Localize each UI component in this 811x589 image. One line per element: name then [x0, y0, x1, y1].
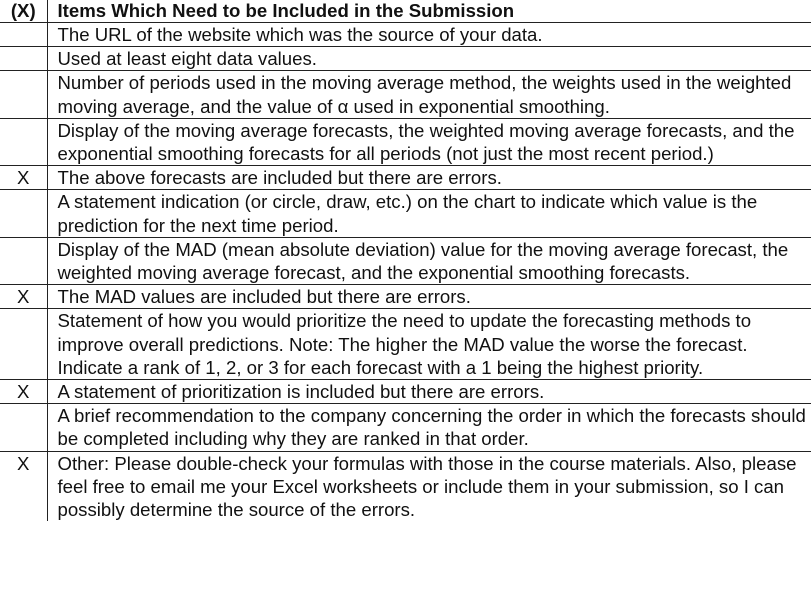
table-body: [0, 23, 811, 522]
row-mark: [0, 190, 47, 237]
table-row: [0, 118, 811, 165]
row-item: Other: Please double-check your formulas with those in the course materials. Also, please feel free to email me your Excel worksheets or include them in your submission, so I can possibly determine the source of the errors.: [47, 451, 811, 521]
row-mark: [0, 404, 47, 451]
row-mark: [0, 47, 47, 71]
items-column-header: Items Which Need to be Included in the Submission: [47, 0, 811, 23]
row-mark: X: [0, 166, 47, 190]
row-item: Display of the moving average forecasts, the weighted moving average forecasts, and the exponential smoothing forecasts for all periods (not just the most recent period.): [47, 118, 811, 165]
table-row: [0, 451, 811, 521]
row-item: A statement indication (or circle, draw, etc.) on the chart to indicate which value is the prediction for the next time period.: [47, 190, 811, 237]
row-mark: X: [0, 380, 47, 404]
table-row: [0, 404, 811, 451]
table-row: [0, 23, 811, 47]
table-row: [0, 380, 811, 404]
row-item: Used at least eight data values.: [47, 47, 811, 71]
table-row: [0, 166, 811, 190]
row-item: The above forecasts are included but there are errors.: [47, 166, 811, 190]
row-mark: X: [0, 451, 47, 521]
row-mark: [0, 118, 47, 165]
table-row: [0, 47, 811, 71]
header-row: [0, 0, 811, 23]
row-item: Display of the MAD (mean absolute deviation) value for the moving average forecast, the weighted moving average forecast, and the exponential smoothing forecasts.: [47, 237, 811, 284]
row-item: Number of periods used in the moving average method, the weights used in the weighted moving average, and the value of α used in exponential smoothing.: [47, 71, 811, 118]
table-row: [0, 237, 811, 284]
row-mark: [0, 71, 47, 118]
row-mark: [0, 23, 47, 47]
table-row: [0, 71, 811, 118]
table-row: [0, 309, 811, 380]
row-mark: [0, 309, 47, 380]
row-item: The URL of the website which was the source of your data.: [47, 23, 811, 47]
table-header: [0, 0, 811, 23]
row-item: Statement of how you would prioritize the need to update the forecasting methods to improve overall predictions. Note: The higher the MAD value the worse the forecast. Indicate a rank of 1, 2, or 3 for each forecast with a 1 being the highest priority.: [47, 309, 811, 380]
row-item: The MAD values are included but there are errors.: [47, 285, 811, 309]
row-item: A statement of prioritization is included but there are errors.: [47, 380, 811, 404]
row-mark: X: [0, 285, 47, 309]
table-row: [0, 190, 811, 237]
row-item: A brief recommendation to the company concerning the order in which the forecasts should be completed including why they are ranked in that order.: [47, 404, 811, 451]
row-mark: [0, 237, 47, 284]
mark-column-header: (X): [0, 0, 47, 23]
table-row: [0, 285, 811, 309]
